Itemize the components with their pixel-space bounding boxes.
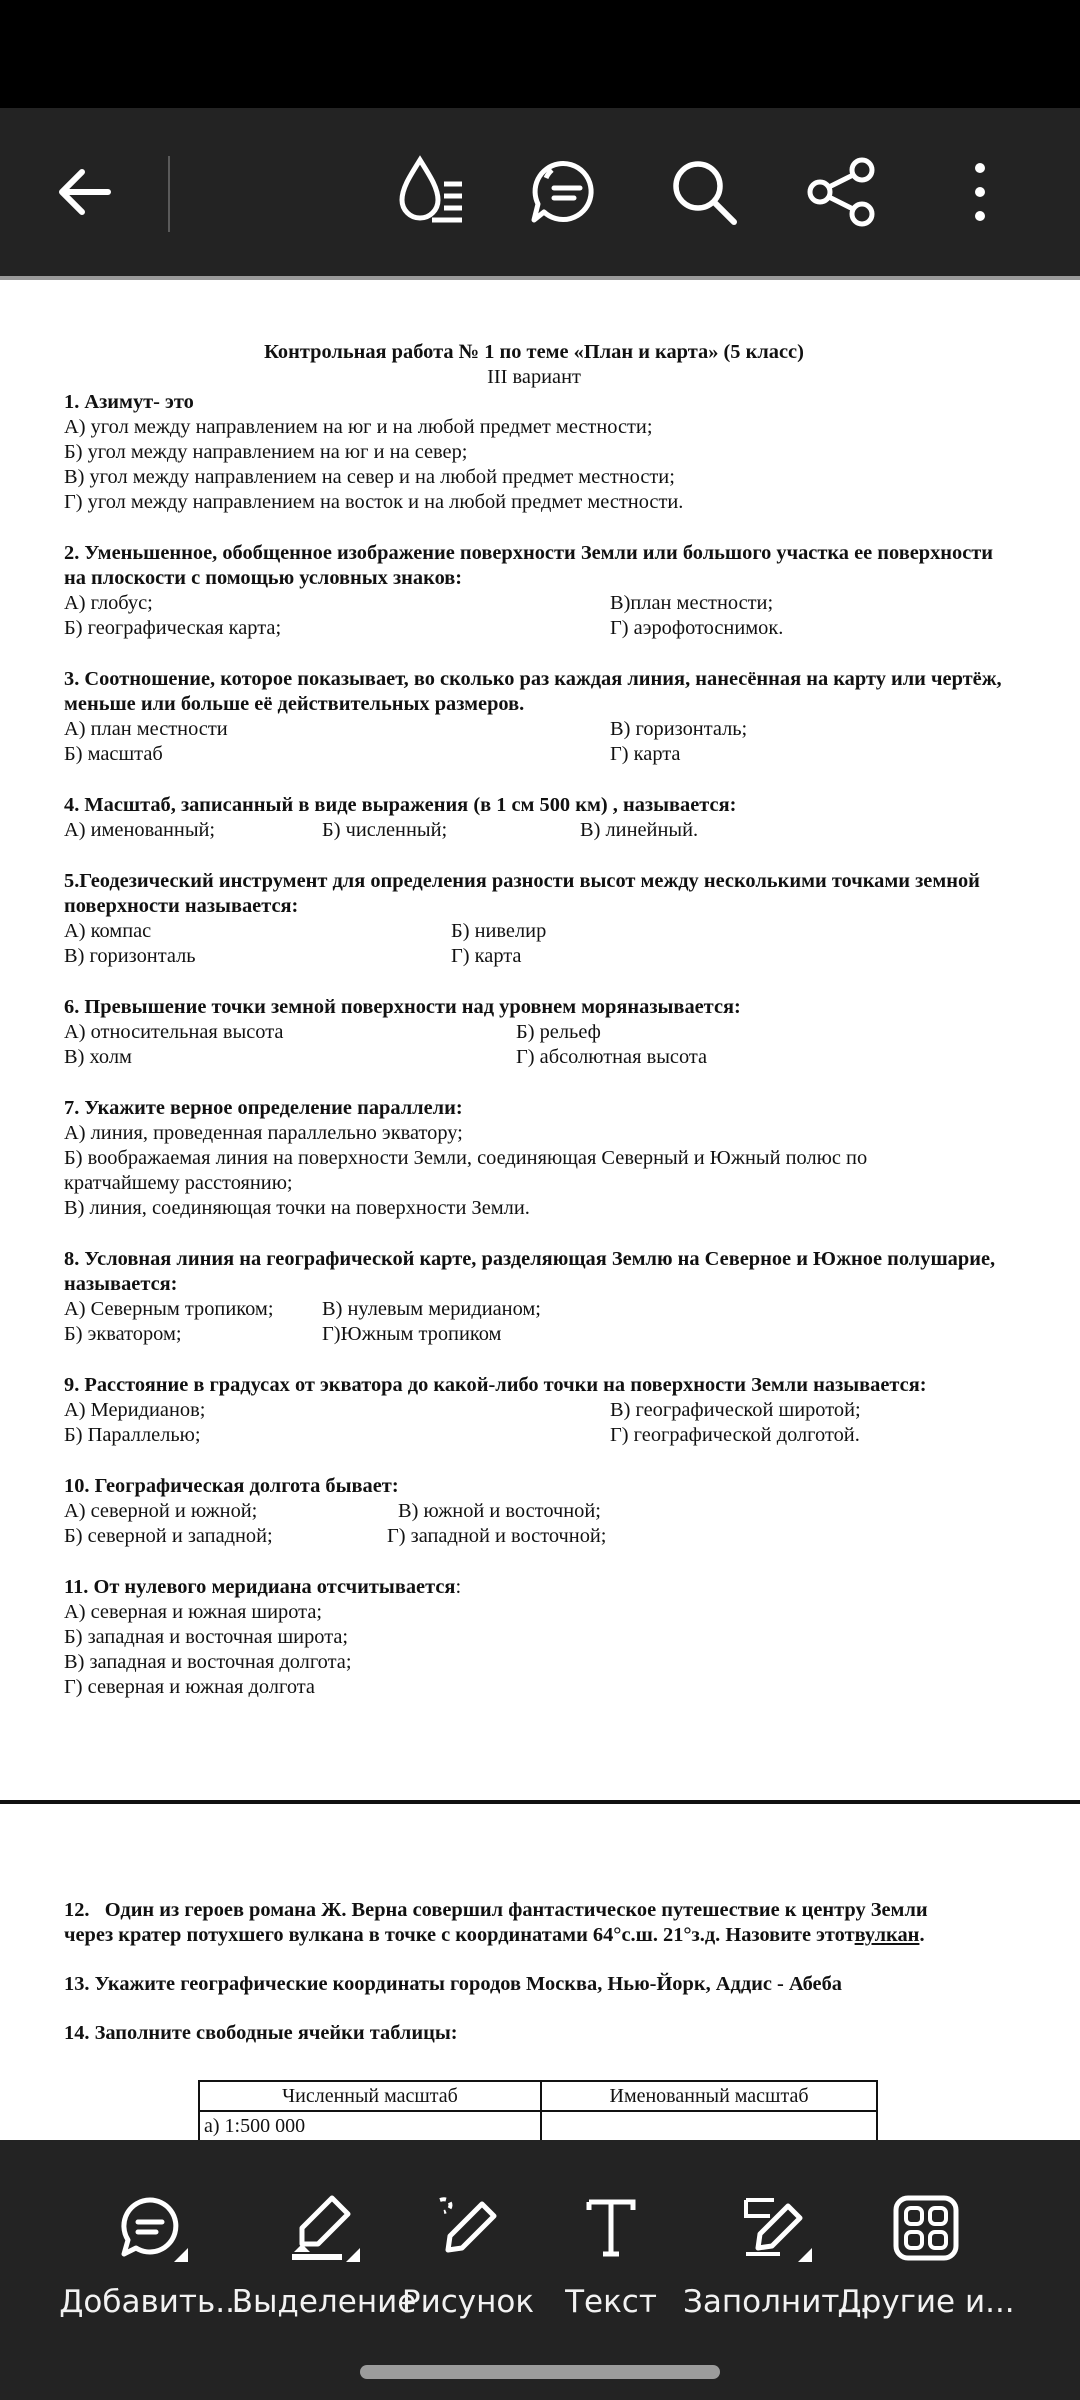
search-button[interactable] [654, 142, 754, 242]
reading-mode-button[interactable] [380, 142, 480, 242]
document-variant: III вариант [487, 366, 581, 388]
more-button[interactable] [930, 142, 1030, 242]
add-comment-button[interactable]: Добавить... [62, 2140, 242, 2340]
pdf-document-view[interactable] [0, 280, 1080, 2140]
pdf-page-2 [64, 1898, 1014, 2070]
question-10: 10. Географическая долгота бывает: А) северной и южной; В) южной и восточной; Б) северной и западной; Г) западной и восточной; [64, 1475, 607, 1547]
add-comment-icon [116, 2192, 188, 2264]
pdf-page-1 [64, 340, 1004, 1700]
table-header-numeric: Численный масштаб [199, 2081, 541, 2111]
question-9: 9. Расстояние в градусах от экватора до какой-либо точки на поверхности Земли называется: А) Меридианов; В) географической широтой; Б) Параллелью; Г) географической долготой. [64, 1374, 927, 1446]
more-tools-button[interactable]: Другие и... [836, 2140, 1016, 2340]
share-icon [806, 156, 878, 228]
question-14: 14. Заполните свободные ячейки таблицы: [64, 2022, 458, 2044]
question-4: 4. Масштаб, записанный в виде выражения (в 1 см 500 км) , называется: А) именованный; Б) численный; В) линейный. [64, 794, 737, 841]
status-bar [0, 0, 1080, 108]
search-icon [668, 156, 740, 228]
question-7: 7. Укажите верное определение параллели: А) линия, проведенная параллельно экватору; Б) воображаемая линия на поверхности Земли, соединяющая Северный и Южный полюс по кратчайшему расстоянию; В) линия, соединяющая точки на поверхности Земли. [64, 1097, 868, 1219]
document-title: Контрольная работа № 1 по теме «План и карта» (5 класс) [264, 341, 804, 363]
toolbar-divider [168, 156, 170, 232]
question-13: 13. Укажите географические координаты городов Москва, Нью-Йорк, Аддис - Абеба [64, 1973, 842, 1995]
question-6: 6. Превышение точки земной поверхности над уровнем моряназывается: А) относительная высота Б) рельеф В) холм Г) абсолютная высота [64, 996, 741, 1068]
more-tools-icon [890, 2192, 962, 2264]
text-button[interactable]: Текст [521, 2140, 701, 2340]
fill-sign-icon [740, 2192, 812, 2264]
table-cell: а) 1:500 000 [199, 2111, 541, 2140]
arrow-left-icon [52, 160, 116, 224]
share-button[interactable] [792, 142, 892, 242]
question-3: 3. Соотношение, которое показывает, во сколько раз каждая линия, нанесённая на карту или чертёж, меньше или больше её действительных размеров. А) план местности В) горизонталь; Б) масштаб Г) карта [64, 668, 1002, 765]
comments-icon [528, 154, 604, 230]
question-5: 5.Геодезический инструмент для определения разности высот между несколькими точками земной поверхности называется: А) компас Б) нивелир В) горизонталь Г) карта [64, 870, 980, 967]
text-icon [575, 2192, 647, 2264]
question-11: 11. От нулевого меридиана отсчитывается: А) северная и южная широта; Б) западная и восточная широта; В) западная и восточная долгота; Г) северная и южная долгота [64, 1576, 462, 1698]
scale-table [198, 2080, 878, 2140]
table-header-named: Именованный масштаб [541, 2081, 877, 2111]
question-12: 12. Один из героев романа Ж. Верна совершил фантастическое путешествие к центру Земли через кратер потухшего вулкана в точке с координатами 64°с.ш. 21°з.д. Назовите этотвулкан. [64, 1899, 928, 1946]
more-vert-icon [960, 156, 1000, 228]
page-separator [0, 1800, 1080, 1804]
gesture-nav-handle[interactable] [360, 2365, 720, 2379]
highlight-button[interactable]: Выделение [234, 2140, 414, 2340]
comments-button[interactable] [516, 142, 616, 242]
fill-sign-button[interactable]: Заполнит... [686, 2140, 866, 2340]
bottom-toolbar [0, 2140, 1080, 2400]
top-toolbar [0, 108, 1080, 276]
back-button[interactable] [34, 142, 134, 242]
question-1: 1. Азимут- это А) угол между направлением на юг и на любой предмет местности; Б) угол между направлением на юг и на север; В) угол между направлением на север и на любой предмет местности; Г) угол между направлением на восток и на любой предмет местности. [64, 391, 684, 513]
highlight-icon [288, 2192, 360, 2264]
question-2: 2. Уменьшенное, обобщенное изображение поверхности Земли или большого участка ее поверхности на плоскости с помощью условных знаков: А) глобус; В)план местности; Б) географическая карта; Г) аэрофотоснимок. [64, 542, 994, 639]
draw-button[interactable]: Рисунок [378, 2140, 558, 2340]
question-8: 8. Условная линия на географической карте, разделяющая Землю на Северное и Южное полушарие, называется: А) Северным тропиком; В) нулевым меридианом; Б) экватором; Г)Южным тропиком [64, 1248, 996, 1345]
reading-mode-icon [392, 154, 468, 230]
draw-icon [432, 2192, 504, 2264]
table-cell [541, 2111, 877, 2140]
